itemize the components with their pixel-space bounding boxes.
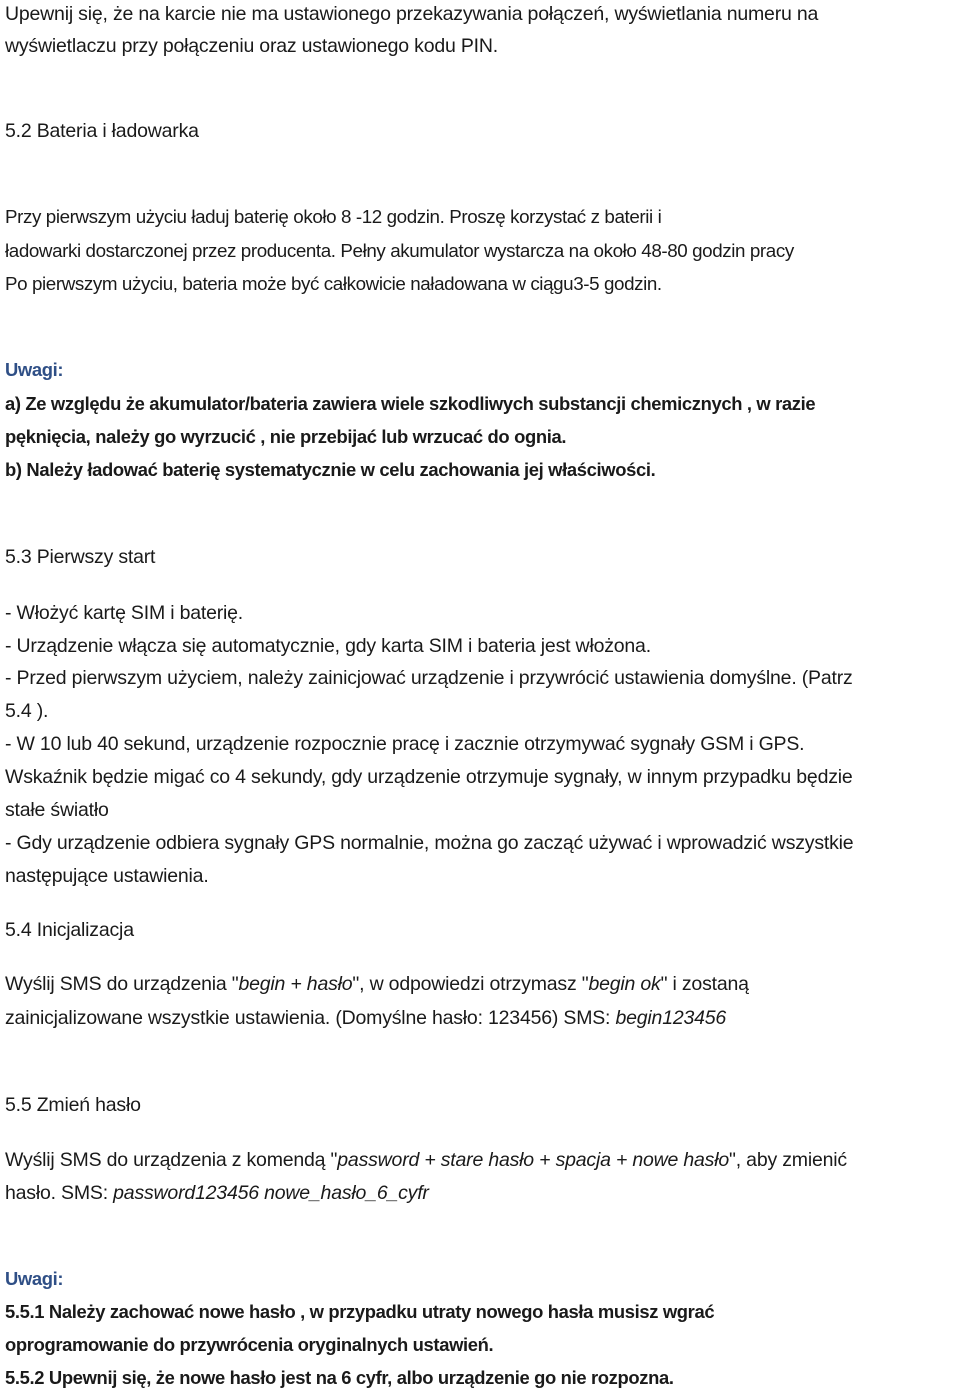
first-start-line-4: 5.4 ).: [5, 700, 49, 722]
section-5-2-heading: 5.2 Bateria i ładowarka: [5, 120, 199, 142]
first-start-line-3: - Przed pierwszym użyciem, należy zainicjować urządzenie i przywrócić ustawienia domyślne. (Patrz: [5, 667, 853, 689]
first-start-line-9: następujące ustawienia.: [5, 865, 209, 887]
password-text-1: Wyślij SMS do urządzenia z komendą ": [5, 1149, 338, 1171]
password-text-3: hasło. SMS:: [5, 1182, 114, 1204]
first-start-line-6: Wskaźnik będzie migać co 4 sekundy, gdy urządzenie otrzymuje sygnały, w innym przypadku będzie: [5, 766, 853, 788]
password-note-2: 5.5.2 Upewnij się, że nowe hasło jest na 6 cyfr, albo urządzenie go nie rozpozna.: [5, 1367, 674, 1388]
password-text-2: ", aby zmienić: [729, 1149, 847, 1171]
notes-label-password: Uwagi:: [5, 1268, 64, 1289]
init-reply-begin-ok: begin ok: [588, 973, 661, 995]
init-command-begin: begin + hasło: [238, 973, 353, 995]
section-5-3-heading: 5.3 Pierwszy start: [5, 546, 156, 568]
password-note-1-line-2: oprogramowanie do przywrócenia oryginalnych ustawień.: [5, 1334, 494, 1355]
init-text-2: ", w odpowiedzi otrzymasz ": [352, 973, 589, 995]
init-text-4: zainicjalizowane wszystkie ustawienia. (Domyślne hasło: 123456) SMS:: [5, 1007, 616, 1029]
init-text-1: Wyślij SMS do urządzenia ": [5, 973, 239, 995]
init-text-3: " i zostaną: [660, 973, 749, 995]
password-command: password + stare hasło + spacja + nowe hasło: [337, 1149, 730, 1171]
battery-note-a-line-1: a) Ze względu że akumulator/bateria zawiera wiele szkodliwych substancji chemicznych , w razie: [5, 393, 816, 414]
battery-paragraph-line-3: Po pierwszym użyciu, bateria może być całkowicie naładowana w ciągu3-5 godzin.: [5, 273, 662, 294]
intro-line-1: Upewnij się, że na karcie nie ma ustawionego przekazywania połączeń, wyświetlania numeru na: [5, 3, 819, 25]
section-5-5-heading: 5.5 Zmień hasło: [5, 1094, 141, 1116]
intro-line-2: wyświetlaczu przy połączeniu oraz ustawionego kodu PIN.: [5, 35, 499, 57]
battery-note-a-line-2: pęknięcia, należy go wyrzucić , nie przebijać lub wrzucać do ognia.: [5, 426, 567, 447]
first-start-line-5: - W 10 lub 40 sekund, urządzenie rozpocznie pracę i zacznie otrzymywać sygnały GSM i GPS.: [5, 733, 805, 755]
init-sms-example: begin123456: [615, 1007, 727, 1029]
first-start-line-7: stałe światło: [5, 799, 109, 821]
battery-paragraph-line-2: ładowarki dostarczonej przez producenta. Pełny akumulator wystarcza na około 48-80 godzin pracy: [5, 240, 794, 261]
first-start-line-1: - Włożyć kartę SIM i baterię.: [5, 602, 244, 624]
first-start-line-8: - Gdy urządzenie odbiera sygnały GPS normalnie, można go zacząć używać i wprowadzić wszystkie: [5, 832, 854, 854]
section-5-4-heading: 5.4 Inicjalizacja: [5, 919, 134, 941]
password-sms-example: password123456 nowe_hasło_6_cyfr: [113, 1182, 429, 1204]
init-paragraph-line-1: [5, 970, 749, 998]
password-paragraph-line-1: [5, 1146, 847, 1174]
password-paragraph-line-2: [5, 1179, 429, 1207]
battery-paragraph-line-1: Przy pierwszym użyciu ładuj baterię około 8 -12 godzin. Proszę korzystać z baterii i: [5, 206, 662, 227]
first-start-line-2: - Urządzenie włącza się automatycznie, gdy karta SIM i bateria jest włożona.: [5, 635, 651, 657]
init-paragraph-line-2: [5, 1004, 726, 1032]
battery-note-b: b) Należy ładować baterię systematycznie w celu zachowania jej właściwości.: [5, 459, 656, 480]
password-note-1-line-1: 5.5.1 Należy zachować nowe hasło , w przypadku utraty nowego hasła musisz wgrać: [5, 1301, 715, 1322]
notes-label-battery: Uwagi:: [5, 359, 64, 380]
